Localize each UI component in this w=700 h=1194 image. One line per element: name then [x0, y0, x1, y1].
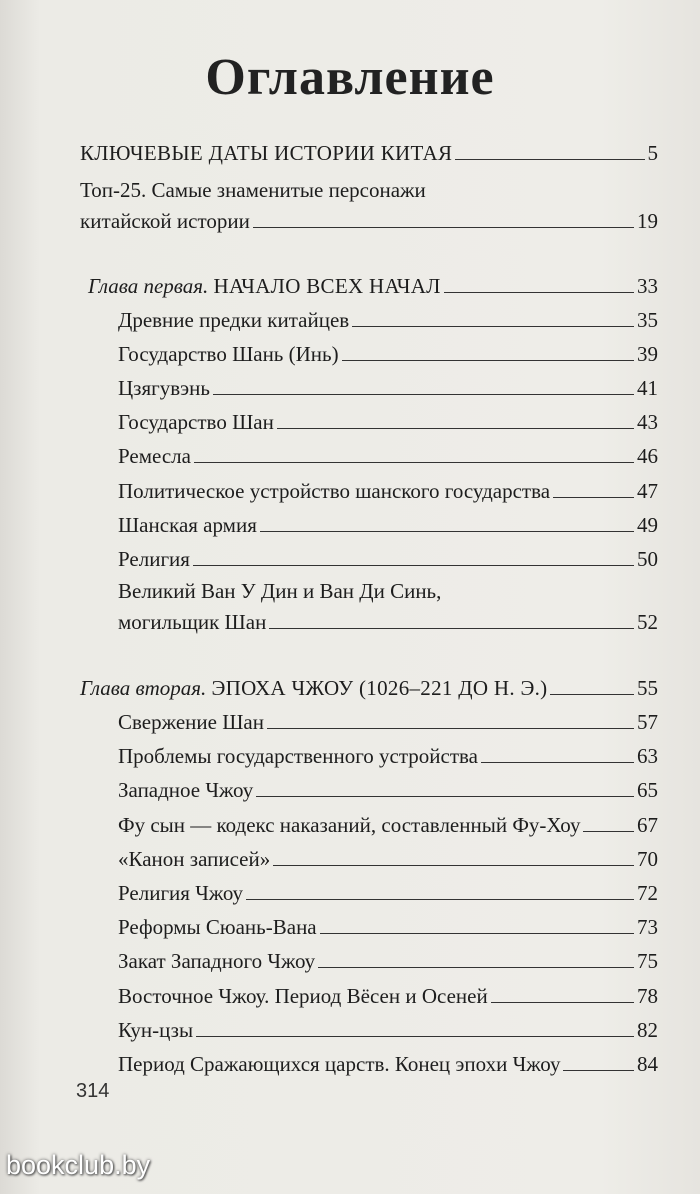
toc-entry[interactable]	[118, 709, 658, 735]
dot-leader	[444, 292, 634, 293]
toc-page-number: 84	[637, 1052, 658, 1076]
chapter-prefix: Глава первая.	[88, 274, 209, 298]
toc-entry-label: Свержение Шан	[118, 710, 264, 734]
toc-entry-label: Закат Западного Чжоу	[118, 949, 316, 974]
dot-leader	[481, 762, 634, 763]
dot-leader	[269, 628, 634, 629]
dot-leader	[550, 694, 634, 695]
toc-entry-top25-line1[interactable]: Топ-25. Самые знаменитые персонажи	[80, 178, 426, 202]
toc-entry[interactable]	[118, 375, 658, 401]
dot-leader	[342, 360, 634, 361]
dot-leader	[491, 1002, 634, 1003]
toc-entry[interactable]	[118, 948, 658, 974]
chapter-title: ЭПОХА ЧЖОУ (1026–221 ДО Н. Э.)	[211, 676, 548, 700]
toc-entry[interactable]	[118, 307, 658, 333]
dot-leader	[352, 326, 634, 327]
toc-page-number: 43	[637, 410, 658, 435]
chapter-2-heading[interactable]	[80, 675, 658, 701]
toc-page-number: 70	[637, 846, 658, 871]
toc-entry-key-dates[interactable]	[80, 140, 658, 166]
toc-page-number: 57	[637, 710, 658, 734]
toc-entry-label: Политическое устройство шанского государства	[118, 478, 551, 503]
dot-leader	[256, 796, 634, 797]
toc-entry-label: могильщик Шан	[118, 610, 267, 634]
toc-entry-label: Государство Шань (Инь)	[118, 342, 339, 367]
toc-entry-label: Восточное Чжоу. Период Вёсен и Осеней	[118, 983, 488, 1008]
toc-entry[interactable]	[118, 409, 658, 435]
chapter-prefix: Глава вторая.	[80, 676, 207, 700]
toc-entry-label: Проблемы государственного устройства	[118, 744, 478, 769]
watermark-logo: bookclub.by	[6, 1150, 151, 1180]
dot-leader	[253, 227, 634, 228]
toc-entry-label: Фу сын — кодекс наказаний, составленный Фу-Хоу	[118, 812, 581, 837]
chapter-1-heading[interactable]	[88, 273, 658, 299]
toc-entry[interactable]	[118, 777, 658, 803]
toc-page-number: 65	[637, 778, 658, 803]
dot-leader	[273, 865, 634, 866]
chapter-heading-text	[80, 675, 547, 701]
toc-entry-label: Шанская армия	[118, 512, 257, 537]
toc-entry-label: Цзягувэнь	[118, 376, 210, 401]
dot-leader	[563, 1070, 634, 1071]
toc-entry-label: Религия Чжоу	[118, 881, 244, 905]
dot-leader	[246, 899, 634, 900]
dot-leader	[194, 462, 634, 463]
dot-leader	[320, 933, 634, 934]
toc-page-number: 52	[637, 610, 658, 634]
toc-page-number: 78	[637, 983, 658, 1008]
toc-entry[interactable]	[118, 846, 658, 872]
toc-page-number: 50	[637, 546, 658, 571]
toc-page-number: 33	[637, 274, 658, 298]
toc-page-number: 19	[637, 209, 658, 233]
toc-entry-label: Религия	[118, 546, 190, 571]
toc-page-number: 75	[637, 949, 658, 974]
toc-page-number: 46	[637, 444, 658, 469]
toc-page-number: 5	[647, 141, 658, 165]
toc-entry-label: КЛЮЧЕВЫЕ ДАТЫ ИСТОРИИ КИТАЯ	[80, 141, 453, 165]
toc-entry[interactable]	[118, 743, 658, 769]
toc-entry-label: Государство Шан	[118, 410, 274, 435]
toc-entry[interactable]	[118, 512, 658, 538]
toc-entry-label: Кун-цзы	[118, 1017, 194, 1042]
toc-entry[interactable]	[118, 443, 658, 469]
page-number: 314	[76, 1080, 110, 1102]
toc-page-number: 73	[637, 915, 658, 940]
toc-entry[interactable]	[118, 983, 658, 1009]
toc-entry-top25[interactable]	[80, 208, 658, 234]
dot-leader	[318, 967, 634, 968]
toc-page-number: 39	[637, 342, 658, 367]
toc-entry-label: Древние предки китайцев	[118, 308, 350, 332]
toc-entry[interactable]	[118, 1017, 658, 1043]
chapter-title: НАЧАЛО ВСЕХ НАЧАЛ	[213, 274, 441, 298]
dot-leader	[553, 497, 634, 498]
toc-page-number: 63	[637, 744, 658, 769]
toc-entry-label: «Канон записей»	[118, 846, 271, 871]
toc-entry-wu-ding-line1[interactable]: Великий Ван У Дин и Ван Ди Синь,	[118, 579, 442, 603]
toc-entry-label: Реформы Сюань-Вана	[118, 915, 317, 940]
dot-leader	[583, 831, 634, 832]
toc-page-number: 35	[637, 308, 658, 332]
toc-entry[interactable]	[118, 812, 658, 838]
dot-leader	[455, 159, 644, 160]
toc-page-number: 41	[637, 376, 658, 401]
toc-entry[interactable]	[118, 341, 658, 367]
toc-page-number: 55	[637, 676, 658, 700]
dot-leader	[267, 728, 634, 729]
toc-entry[interactable]	[118, 478, 658, 504]
toc-page-number: 47	[637, 478, 658, 503]
dot-leader	[260, 531, 634, 532]
toc-entry-label: Ремесла	[118, 444, 191, 469]
toc-entry-wu-ding[interactable]	[118, 609, 658, 635]
toc-page-number: 72	[637, 881, 658, 905]
toc-entry-label: китайской истории	[80, 209, 250, 233]
page-title: Оглавление	[205, 49, 495, 106]
toc-page-number: 82	[637, 1017, 658, 1042]
toc-entry-label: Период Сражающихся царств. Конец эпохи Чжоу	[118, 1052, 561, 1076]
toc-page-number: 67	[637, 812, 658, 837]
toc-entry-label: Западное Чжоу	[118, 778, 254, 803]
toc-entry[interactable]	[118, 546, 658, 572]
toc-entry[interactable]	[118, 880, 658, 906]
toc-entry[interactable]	[118, 1051, 658, 1077]
dot-leader	[277, 428, 634, 429]
dot-leader	[213, 394, 634, 395]
dot-leader	[196, 1036, 634, 1037]
toc-page-number: 49	[637, 512, 658, 537]
chapter-heading-text	[88, 273, 441, 299]
dot-leader	[193, 565, 634, 566]
toc-entry[interactable]	[118, 914, 658, 940]
